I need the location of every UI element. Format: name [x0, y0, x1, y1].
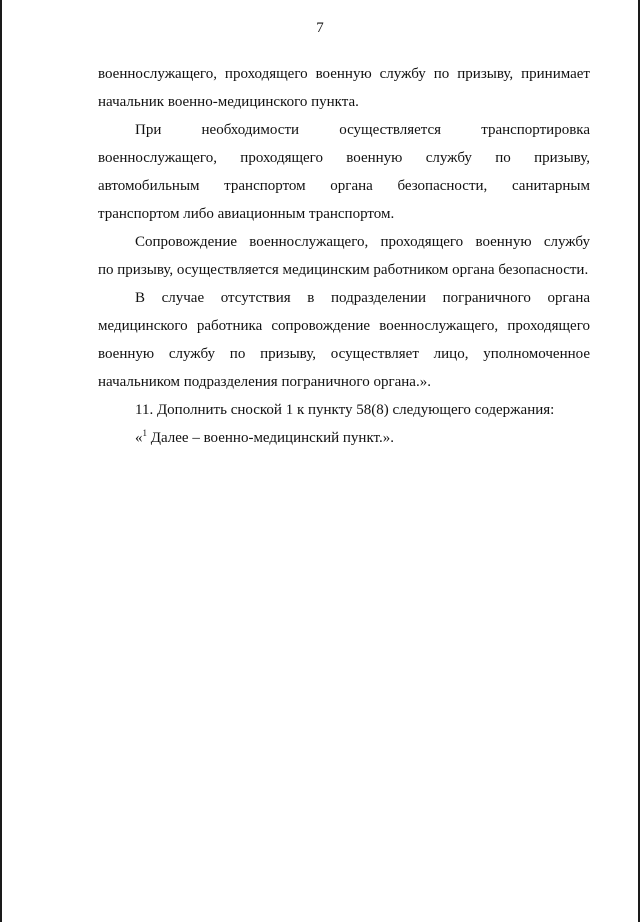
footnote-line [98, 424, 590, 452]
text-line: В случае отсутствия в подразделении пограничного органа [135, 290, 590, 306]
text-line: военнослужащего, проходящего военную службу по призыву, принимает [98, 66, 590, 82]
text-line: начальник военно-медицинского пункта. [98, 94, 359, 110]
text-line: медицинского работника сопровождение военнослужащего, проходящего [98, 318, 590, 334]
text-line: по призыву, осуществляется медицинским работником органа безопасности. [98, 262, 589, 278]
document-body [98, 60, 590, 452]
text-line: автомобильным транспортом органа безопасности, санитарным [98, 178, 590, 194]
paragraph-continuation [98, 60, 590, 116]
paragraph-absence [98, 284, 590, 396]
text-line: При необходимости осуществляется транспортировка [135, 122, 590, 138]
text-line: транспортом либо авиационным транспортом. [98, 206, 395, 222]
text-line: начальником подразделения пограничного органа.». [98, 374, 431, 390]
paragraph-item-11 [98, 396, 590, 424]
text-line: 11. Дополнить сноской 1 к пункту 58(8) следующего содержания: [135, 402, 555, 418]
paragraph-transport [98, 116, 590, 228]
footnote-mark: 1 [142, 428, 147, 438]
text-line: Сопровождение военнослужащего, проходящего военную службу [135, 234, 590, 250]
footnote-text: Далее – военно-медицинский пункт.». [147, 430, 394, 446]
text-line: военную службу по призыву, осуществляет лицо, уполномоченное [98, 346, 590, 362]
text-line: военнослужащего, проходящего военную службу по призыву, [98, 150, 590, 166]
paragraph-escort [98, 228, 590, 284]
open-quote: « [135, 430, 143, 446]
paragraph-footnote [98, 424, 590, 452]
page-number: 7 [316, 20, 324, 36]
